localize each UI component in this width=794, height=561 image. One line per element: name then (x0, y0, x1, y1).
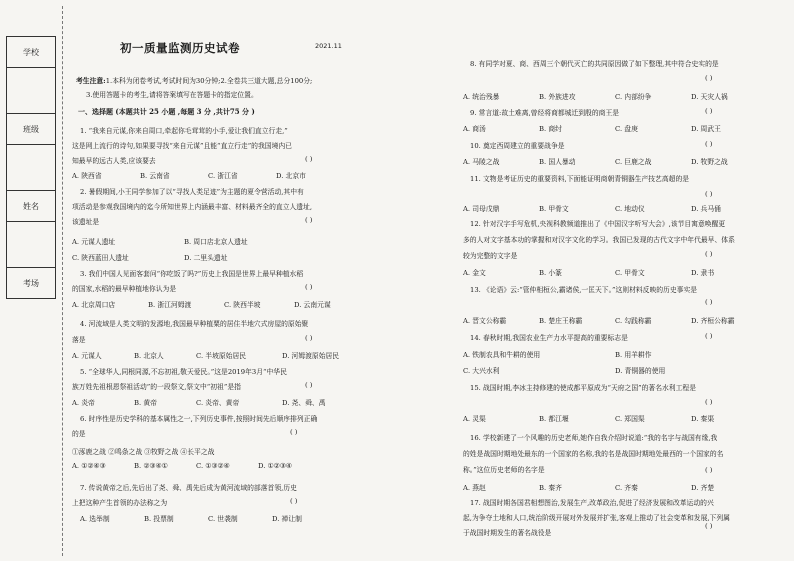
notice-text-1: 1.本科为闭卷考试,考试时间为30分钟;2.全卷共三道大题,总分100分; (105, 77, 313, 85)
q4-option-c[interactable]: C. 半坡原始居民 (196, 352, 247, 360)
q10-option-d[interactable]: D. 牧野之战 (691, 158, 728, 166)
q6-option-a[interactable]: A. ①②④③ (72, 462, 106, 470)
q5-answer-blank[interactable]: ( ) (305, 381, 313, 389)
q7-option-c[interactable]: C. 世袭制 (208, 515, 238, 523)
q14-options-row2 (463, 365, 665, 375)
q15-options (463, 413, 714, 423)
q6-answer-blank[interactable]: ( ) (290, 428, 298, 436)
q8-option-d[interactable]: D. 天灾人祸 (691, 93, 728, 101)
q12-line2: 多的人对文字基本功的掌握和对汉字文化的学习。我国已发现的古代文字中年代最早、体系 (463, 236, 735, 244)
q13-line1: 13. 《论语》云:“管仲相桓公,霸诸侯,一匡天下。”这则材料反映的历史事实是 (470, 286, 698, 294)
student-info-column (6, 36, 56, 299)
q14-options-row1 (463, 349, 652, 359)
q7-answer-blank[interactable]: ( ) (290, 497, 298, 505)
q7-line2: 上把这种产生首领的办法称之为 (72, 499, 168, 507)
q5-line2: 族万姓先祖根恩祭祖活动”的一段祭文,祭文中“初祖”是指 (72, 383, 241, 391)
q12-line1: 12. 针对汉字手写危机,央视科教频道推出了《中国汉字听写大会》,该节目寓意唤醒更 (470, 220, 726, 228)
q14-line1: 14. 春秋时期,我国农业生产力水平提高的重要标志是 (470, 334, 628, 342)
q4-line2: 落是 (72, 336, 86, 344)
q11-line1: 11. 文物是考证历史的重要资料,下面能证明商朝青铜器生产技艺高超的是 (470, 175, 690, 183)
q16-line1: 16. 学校新建了一个风趣的历史老师,她作自我介绍时说道:“我的名字与战国有缘,我 (470, 434, 718, 442)
q11-options (463, 203, 721, 213)
q12-option-c[interactable]: C. 甲骨文 (615, 269, 645, 277)
info-name: 姓名 (6, 190, 56, 221)
q8-answer-blank[interactable]: ( ) (705, 74, 713, 82)
info-school: 学校 (6, 36, 56, 67)
q1-line3: 知最早的远古人类,应该要去 (72, 157, 156, 165)
q3-line2: 的国家,水稻的最早种植地你认为是 (72, 285, 177, 293)
q2-option-b[interactable]: B. 周口店北京人遗址 (184, 238, 248, 246)
q9-options (463, 123, 721, 133)
q8-line1: 8. 有同学对夏、商、西周三个朝代灭亡的共同原因做了如下整理,其中符合史实的是 (470, 60, 719, 68)
q1-options (72, 170, 306, 180)
q9-option-b[interactable]: B. 商纣 (539, 125, 562, 133)
q7-option-d[interactable]: D. 禅让制 (272, 515, 302, 523)
q8-options (463, 91, 728, 101)
q3-option-c[interactable]: C. 陕西半坡 (224, 301, 261, 309)
info-room: 考场 (6, 267, 56, 299)
q17-line2: 起,为争夺土地和人口,统治阶级开展对外发展并扩张,客观上推动了社会变革和发展,下列属 (463, 514, 730, 522)
q6-option-c[interactable]: C. ①③②④ (196, 462, 230, 470)
fold-line (62, 6, 63, 556)
q1-answer-blank[interactable]: ( ) (305, 155, 313, 163)
q5-option-c[interactable]: C. 炎帝、黄帝 (196, 399, 240, 407)
info-class: 班级 (6, 113, 56, 144)
q7-option-b[interactable]: B. 投票制 (144, 515, 174, 523)
q9-line1: 9. 常言道:故土难离,曾经将商都城迁到殷的商王是 (470, 109, 620, 117)
q15-option-d[interactable]: D. 秦渠 (691, 415, 715, 423)
q12-option-d[interactable]: D. 隶书 (691, 269, 715, 277)
info-class-blank[interactable] (6, 144, 56, 190)
q6-option-d[interactable]: D. ①②③④ (258, 462, 292, 470)
q8-option-c[interactable]: C. 内部纷争 (615, 93, 652, 101)
q2-line2: 项活动是参观我国境内的迄今所知世界上内涵最丰富、材料最齐全的直立人遗址, (72, 203, 313, 211)
q5-line1: 5. “全球华人,同根同源,不忘初祖,敬天爱民。”这是2019年3月“中华民 (80, 368, 287, 376)
q3-option-d[interactable]: D. 云南元谋 (294, 301, 331, 309)
q13-option-c[interactable]: C. 勾践称霸 (615, 317, 652, 325)
q4-line1: 4. 河流域是人类文明的发源地,我国最早种植粟的居住半地穴式房屋的原始聚 (80, 320, 309, 328)
info-name-blank[interactable] (6, 221, 56, 267)
section-title: 一、选择题 (本题共计 25 小题 ,每题 3 分 ,共计75 分 ) (78, 107, 255, 116)
q2-line1: 2. 暑假期间,小王同学参加了以“寻找人类足迹”为主题的夏令营活动,其中有 (80, 188, 304, 196)
q8-option-a[interactable]: A. 统治残暴 (463, 93, 500, 101)
q6-line2: 的是 (72, 430, 86, 438)
q15-option-b[interactable]: B. 都江堰 (539, 415, 569, 423)
exam-date: 2021.11 (315, 42, 342, 50)
q10-option-b[interactable]: B. 国人暴动 (539, 158, 576, 166)
q12-line3: 较为完整的文字是 (463, 252, 518, 260)
q3-line1: 3. 我们中国人见面客套问“你吃饭了吗?”历史上我国是世界上最早种植水稻 (80, 270, 304, 278)
q11-option-d[interactable]: D. 兵马俑 (691, 205, 721, 213)
q10-options (463, 156, 728, 166)
exam-title: 初一质量监测历史试卷 (120, 41, 240, 55)
q4-option-b[interactable]: B. 北京人 (134, 352, 164, 360)
notice-label: 考生注意: (76, 77, 106, 85)
q4-answer-blank[interactable]: ( ) (305, 334, 313, 342)
q2-option-a[interactable]: A. 元谋人遗址 (72, 238, 116, 246)
q1-option-c[interactable]: C. 浙江省 (208, 172, 238, 180)
q15-answer-blank[interactable]: ( ) (705, 398, 713, 406)
q9-answer-blank[interactable]: ( ) (705, 107, 713, 115)
info-school-blank[interactable] (6, 67, 56, 113)
q17-line3: 于战国时期发生的著名战役是 (463, 529, 552, 537)
q1-line1: 1. “我来自元谋,你来自周口,牵起你毛茸茸的小手,爱让我们直立行走,” (80, 127, 288, 135)
q5-option-d[interactable]: D. 尧、舜、禹 (282, 399, 326, 407)
q14-option-b[interactable]: B. 用羊耕作 (615, 351, 652, 359)
q13-option-d[interactable]: D. 齐桓公称霸 (691, 317, 735, 325)
q10-option-a[interactable]: A. 马陵之战 (463, 158, 500, 166)
q16-option-d[interactable]: D. 齐楚 (691, 484, 715, 492)
q1-option-b[interactable]: B. 云南省 (140, 172, 170, 180)
q17-answer-blank[interactable]: ( ) (705, 522, 713, 530)
q6-events: ①涿鹿之战 ②鸣条之战 ③牧野之战 ④长平之战 (72, 448, 215, 456)
q4-options (72, 350, 339, 360)
q9-option-c[interactable]: C. 盘庚 (615, 125, 638, 133)
q12-option-a[interactable]: A. 金文 (463, 269, 486, 277)
q16-option-a[interactable]: A. 燕赵 (463, 484, 486, 492)
q3-option-b[interactable]: B. 浙江河姆渡 (148, 301, 192, 309)
q11-option-b[interactable]: B. 甲骨文 (539, 205, 569, 213)
q5-options (72, 397, 326, 407)
q9-option-d[interactable]: D. 周武王 (691, 125, 721, 133)
q16-answer-blank[interactable]: ( ) (705, 466, 713, 474)
q5-option-a[interactable]: A. 炎帝 (72, 399, 95, 407)
q2-option-d[interactable]: D. 二里头遗址 (184, 254, 228, 262)
q7-option-a[interactable]: A. 选举制 (80, 515, 110, 523)
q15-option-a[interactable]: A. 灵渠 (463, 415, 486, 423)
q11-answer-blank[interactable]: ( ) (705, 190, 713, 198)
q14-option-c[interactable]: C. 大兴水利 (463, 367, 500, 375)
q10-line1: 10. 奠定西周建立的重要战争是 (470, 142, 565, 150)
q16-option-c[interactable]: C. 齐秦 (615, 484, 638, 492)
q9-option-a[interactable]: A. 商汤 (463, 125, 486, 133)
q5-option-b[interactable]: B. 黄帝 (134, 399, 157, 407)
q1-option-a[interactable]: A. 陕西省 (72, 172, 102, 180)
q2-answer-blank[interactable]: ( ) (305, 216, 313, 224)
q1-line2: 这是网上流行的诗句,如果要寻找“来自元谋”且能“直立行走”的我国境内已 (72, 142, 292, 150)
q13-option-a[interactable]: A. 晋文公称霸 (463, 317, 507, 325)
q16-option-b[interactable]: B. 秦齐 (539, 484, 562, 492)
q10-answer-blank[interactable]: ( ) (705, 140, 713, 148)
q1-option-d[interactable]: D. 北京市 (276, 172, 306, 180)
q16-line2: 的姓是战国时期地处最东的一个国家的名称,我的名是战国时期地处最西的一个国家的名 (463, 450, 724, 458)
q2-options-row1 (72, 236, 248, 246)
q3-options (72, 299, 331, 309)
q17-line1: 17. 战国时期各国君相想图治,发展生产,改革政治,促进了经济发展和改革运动的兴 (470, 499, 714, 507)
q13-options (463, 315, 735, 325)
q14-option-a[interactable]: A. 铁制农具和牛耕的使用 (463, 351, 541, 359)
q7-line1: 7. 传说黄帝之后,先后出了尧、舜、禹先后成为黄河流域的部落首领,历史 (80, 484, 297, 492)
q3-option-a[interactable]: A. 北京周口店 (72, 301, 116, 309)
q6-line1: 6. 时序性是历史学科的基本属性之一,下列历史事件,按照时间先后顺序排列正确 (80, 415, 318, 423)
q2-line3: 该遗址是 (72, 218, 100, 226)
q12-options (463, 267, 714, 277)
q14-answer-blank[interactable]: ( ) (705, 332, 713, 340)
q4-option-a[interactable]: A. 元谋人 (72, 352, 102, 360)
q11-option-a[interactable]: A. 司母戊鼎 (463, 205, 500, 213)
q12-answer-blank[interactable]: ( ) (705, 250, 713, 258)
q6-option-b[interactable]: B. ②③④① (134, 462, 168, 470)
q2-options-row2 (72, 252, 228, 262)
q2-option-c[interactable]: C. 陕西蓝田人遗址 (72, 254, 129, 262)
q4-option-d[interactable]: D. 河姆渡原始居民 (282, 352, 340, 360)
q7-options (80, 513, 302, 523)
notice-line-1 (76, 75, 396, 85)
q12-option-b[interactable]: B. 小篆 (539, 269, 562, 277)
q13-option-b[interactable]: B. 楚庄王称霸 (539, 317, 583, 325)
q15-option-c[interactable]: C. 郑国渠 (615, 415, 645, 423)
q11-option-c[interactable]: C. 地动仪 (615, 205, 645, 213)
q16-options (463, 482, 714, 492)
q6-options (72, 462, 292, 470)
notice-line-2: 3.使用答题卡的考生,请将答案填写在答题卡的指定位置。 (86, 91, 258, 99)
q15-line1: 15. 战国时期,李冰主持修建的使成都平原成为“天府之国”的著名水利工程是 (470, 384, 696, 392)
q10-option-c[interactable]: C. 巨鹿之战 (615, 158, 652, 166)
q8-option-b[interactable]: B. 外族进攻 (539, 93, 576, 101)
q16-line3: 称。”这位历史老师的名字是 (463, 466, 545, 474)
q13-answer-blank[interactable]: ( ) (705, 298, 713, 306)
q3-answer-blank[interactable]: ( ) (305, 283, 313, 291)
q14-option-d[interactable]: D. 青铜器的使用 (615, 367, 666, 375)
